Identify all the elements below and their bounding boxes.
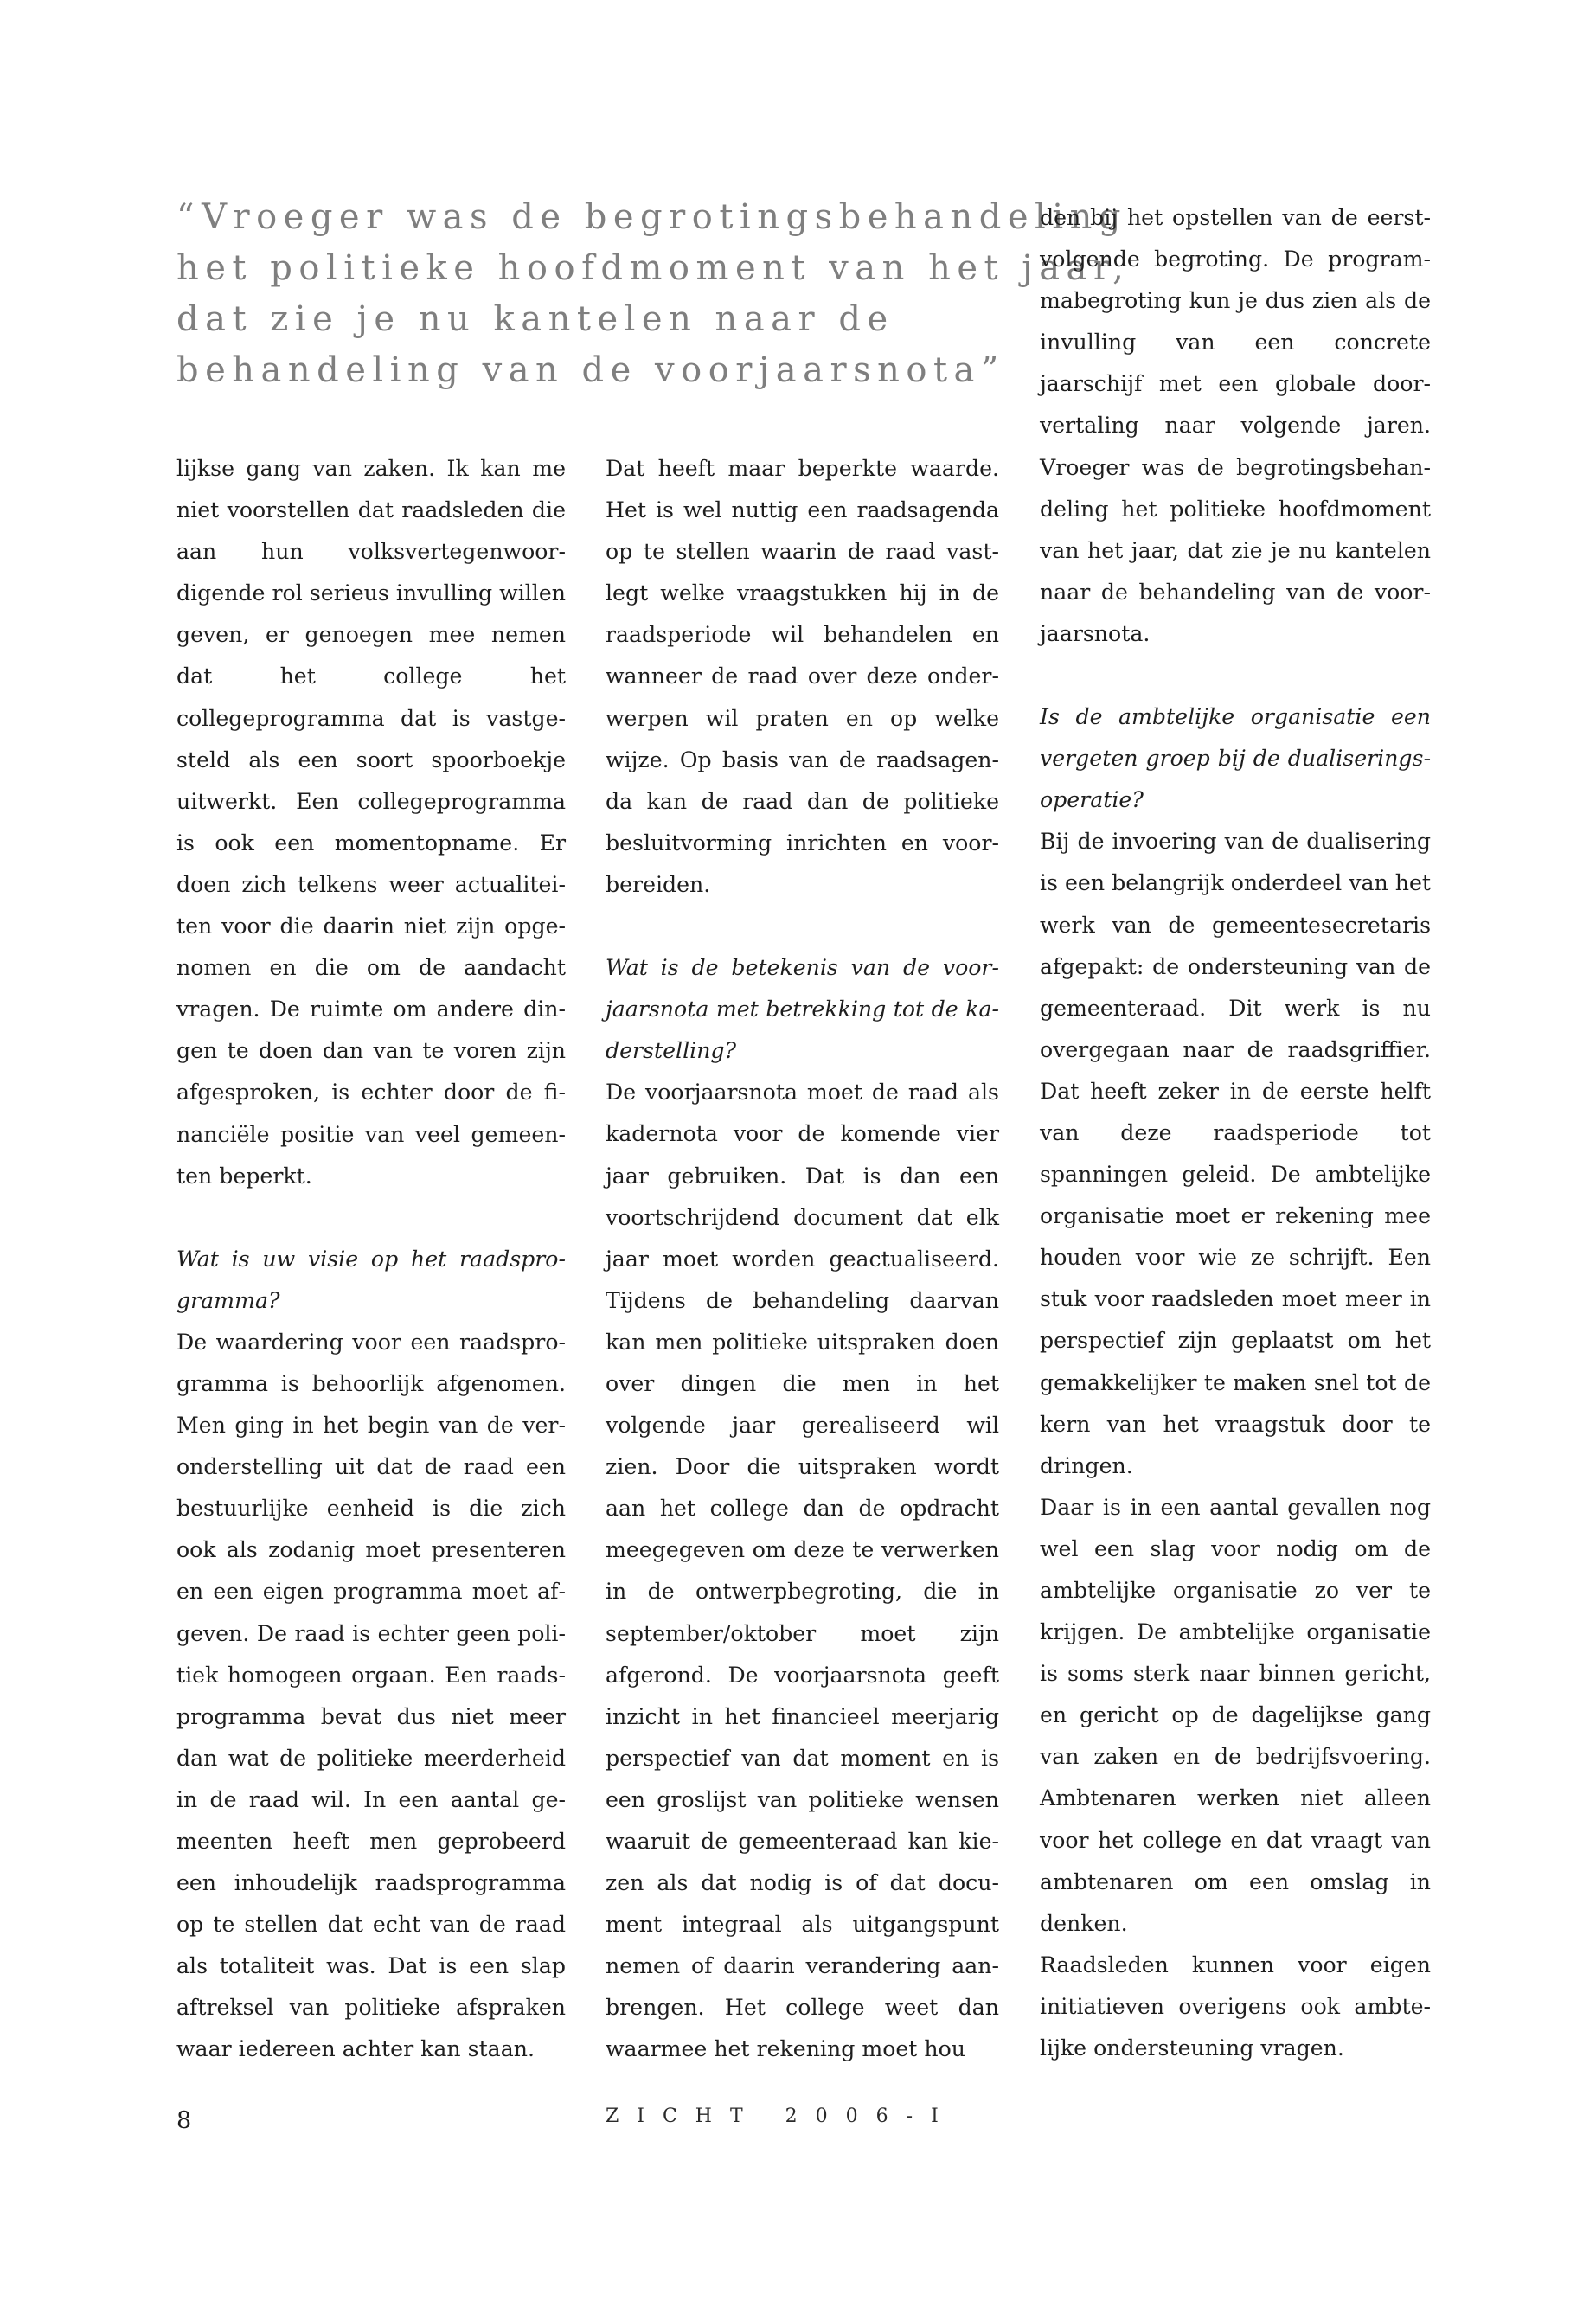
body-paragraph: Dat heeft maar beperkte waarde. Het is wel nuttig een raadsagenda op te stellen waarin de raad vastlegt welke vraagstukken hij in de raadsperiode wil behandelen en wanneer de raad over deze onderwerpen wil praten en op welke wijze. Op basis van de raadsagenda kan de raad dan de politieke besluitvorming inrichten en voorbereiden. [606, 456, 999, 897]
interview-question: Wat is uw visie op het raadsprogramma? [176, 1246, 566, 1313]
body-paragraph: De waardering voor een raadsprogramma is behoorlijk afgenomen. Men ging in het begin van de veronderstelling uit dat de raad een bestuurlijke eenheid is die zich ook als zodanig moet presenteren en een eigen programma moet afgeven. De raad is echter geen politiek homogeen orgaan. Een raadsprogramma bevat dus niet meer dan wat de politieke meerderheid in de raad wil. In een aantal gemeenten heeft men geprobeerd een inhoudelijk raadsprogramma op te stellen dat echt van de raad als totaliteit was. Dat is een slap aftreksel van politieke afspraken waar iedereen achter kan staan. [176, 1329, 566, 2062]
interview-question: Is de ambtelijke organisatie een vergeten groep bij de dualiseringsoperatie? [1040, 704, 1431, 813]
pull-quote-line: dat zie je nu kantelen naar de [176, 299, 894, 339]
interview-question: Wat is de betekenis van de voorjaarsnota met betrekking tot de kaderstelling? [606, 955, 999, 1064]
text-column-3 [1040, 197, 1431, 2069]
pull-quote-line: behandeling van de voorjaarsnota” [176, 350, 1005, 390]
text-column-1 [176, 448, 566, 2071]
body-paragraph: Bij de invoering van de dualisering is een belangrijk onderdeel van het werk van de gemeentesecretaris afgepakt: de ondersteuning van de gemeenteraad. Dit werk is nu overgegaan naar de raadsgriffier. Dat heeft zeker in de eerste helft van deze raadsperiode tot spanningen geleid. De ambtelijke organisatie moet er rekening mee houden voor wie ze schrijft. Een stuk voor raadsleden moet meer in perspectief zijn geplaatst om het gemakkelijker te maken snel tot de kern van het vraagstuk door te dringen. [1040, 829, 1431, 1478]
body-paragraph: De voorjaarsnota moet de raad als kadernota voor de komende vier jaar gebruiken. Dat is dan een voortschrijdend document dat elk jaar moet worden geactualiseerd. Tijdens de behandeling daarvan kan men politieke uitspraken doen over dingen die men in het volgende jaar gerealiseerd wil zien. Door die uitspraken wordt aan het college dan de opdracht meegegeven om deze te verwerken in de ontwerpbegroting, die in september/oktober moet zijn afgerond. De voorjaarsnota geeft inzicht in het financieel meerjarig perspectief van dat moment en is een groslijst van politieke wensen waaruit de gemeenteraad kan kiezen als dat nodig is of dat document integraal als uitgangspunt nemen of daarin verandering aanbrengen. Het college weet dan waarmee het rekening moet hou [606, 1080, 999, 2062]
page-number: 8 [176, 2107, 192, 2134]
body-paragraph: den bij het opstellen van de eerstvolgende begroting. De programmabegroting kun je dus zien als de invulling van een concrete jaarschijf met een globale doorvertaling naar volgende jaren. Vroeger was de begrotingsbehandeling het politieke hoofdmoment van het jaar, dat zie je nu kantelen naar de behandeling van de voorjaarsnota. [1040, 205, 1431, 646]
pull-quote [176, 192, 1131, 396]
pull-quote-line: “Vroeger was de begrotingsbehandeling [176, 197, 1127, 237]
text-column-2 [606, 448, 999, 2071]
body-paragraph: Raadsleden kunnen voor eigen initiatieven overigens ook ambtelijke ondersteuning vragen. [1040, 1952, 1431, 2061]
body-paragraph: lijkse gang van zaken. Ik kan me niet voorstellen dat raadsleden die aan hun volksvertegenwoordigende rol serieus invulling willen geven, er genoegen mee nemen dat het college het collegeprogramma dat is vastgesteld als een soort spoorboekje uitwerkt. Een collegeprogramma is ook een momentopname. Er doen zich telkens weer actualiteiten voor die daarin niet zijn opgenomen en die om de aandacht vragen. De ruimte om andere dingen te doen dan van te voren zijn afgesproken, is echter door de financiële positie van veel gemeenten beperkt. [176, 456, 566, 1189]
running-title: ZICHT 2006-I [606, 2106, 957, 2127]
pull-quote-line: het politieke hoofdmoment van het jaar, [176, 248, 1131, 288]
body-paragraph: Daar is in een aantal gevallen nog wel een slag voor nodig om de ambtelijke organisatie zo ver te krijgen. De ambtelijke organisatie is soms sterk naar binnen gericht, en gericht op de dagelijkse gang van zaken en de bedrijfsvoering. Ambtenaren werken niet alleen voor het college en dat vraagt van ambtenaren om een omslag in denken. [1040, 1494, 1431, 1936]
